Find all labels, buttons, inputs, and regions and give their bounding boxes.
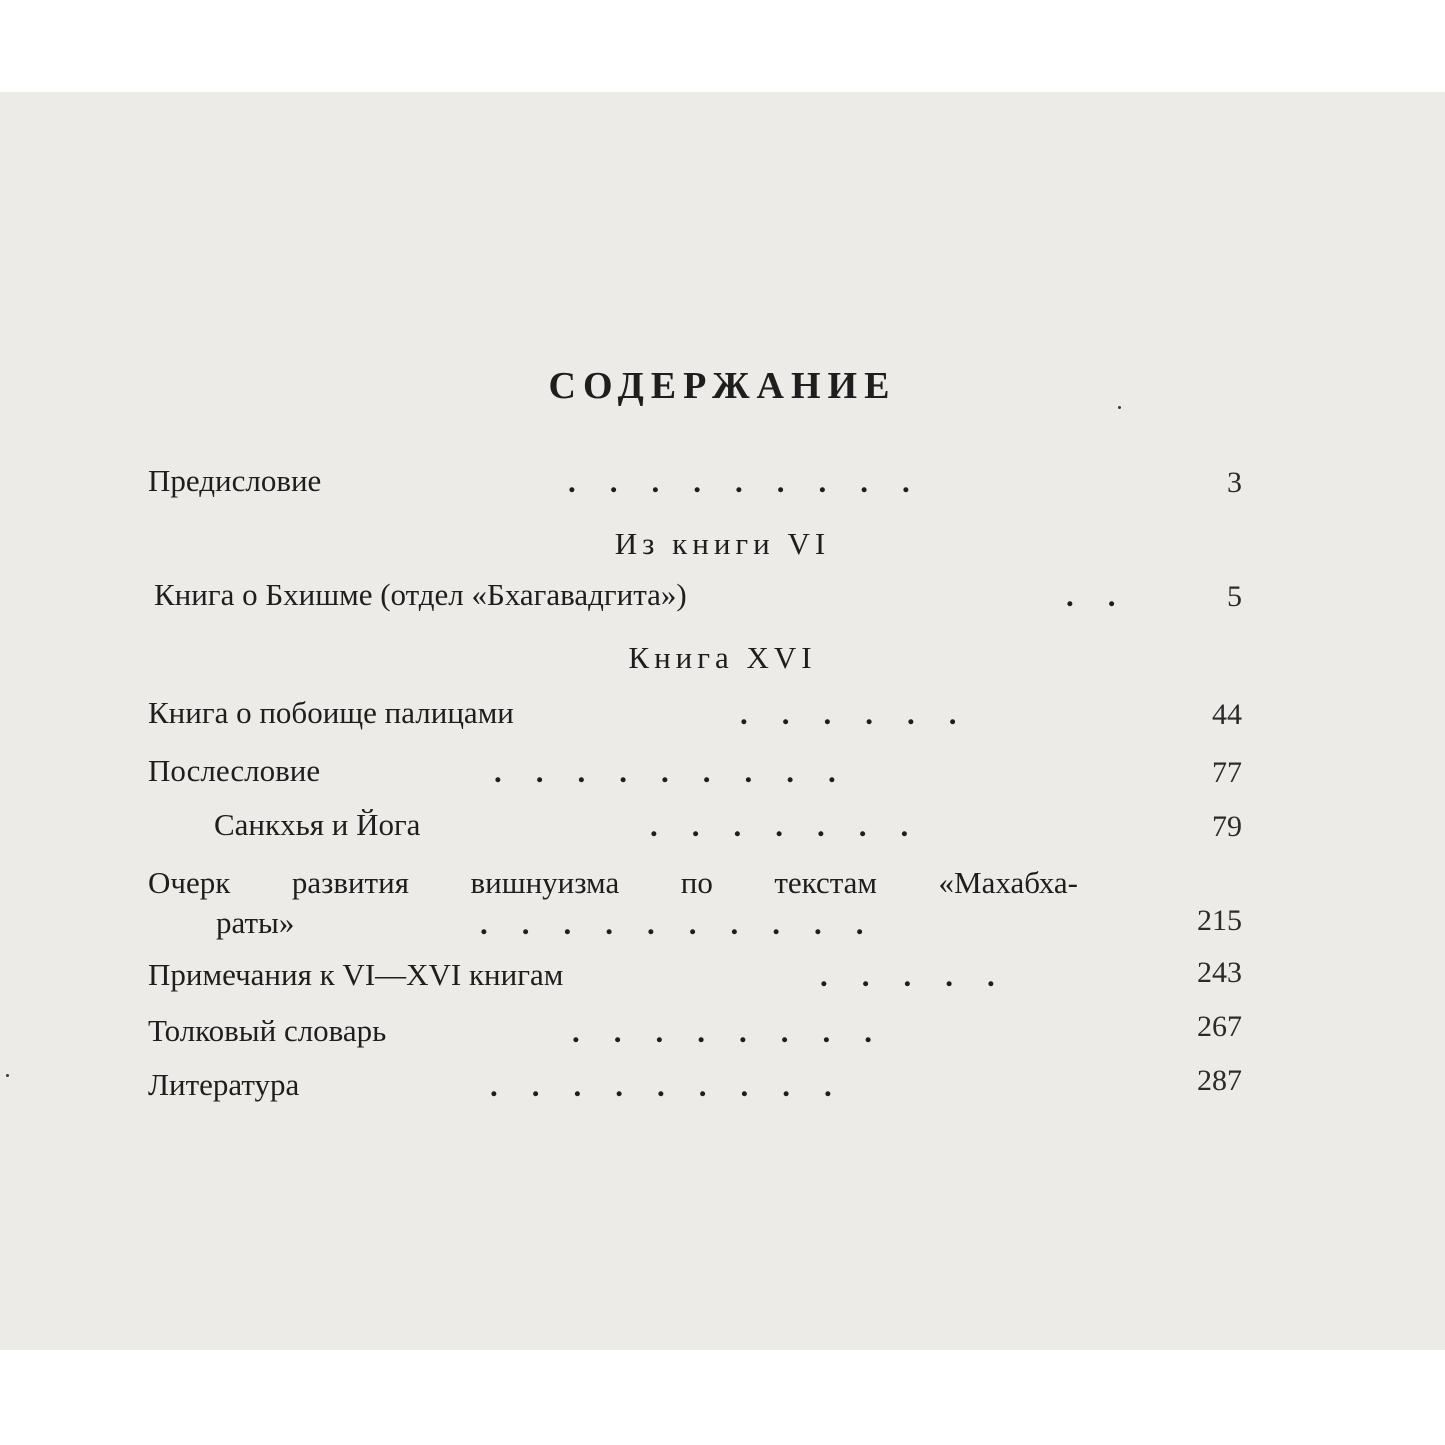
toc-entry-sankhya-yoga: Санкхья и Йога	[214, 807, 421, 842]
page-number: 215	[1197, 904, 1242, 937]
page-number: 77	[1212, 756, 1242, 789]
page-number: 243	[1197, 956, 1242, 989]
leader-dots: .....	[820, 958, 1029, 993]
toc-entry-afterword: Послесловие	[148, 753, 321, 788]
page-number: 267	[1197, 1010, 1242, 1043]
toc-entry-vishnuism-line-1: Очерк развития вишнуизма по текстам «Махабха-	[148, 865, 1078, 900]
section-heading-book-6: Из книги VI	[614, 526, 831, 561]
book-page	[0, 92, 1445, 1350]
leader-dots: ........	[572, 1014, 906, 1049]
leader-dots: ..	[1066, 578, 1150, 613]
page-title: СОДЕРЖАНИЕ	[548, 365, 897, 407]
toc-entry-preface: Предисловие	[148, 463, 322, 498]
page-number: 5	[1227, 580, 1242, 613]
page-number: 79	[1212, 810, 1242, 843]
leader-dots: ......	[740, 696, 991, 731]
leader-dots: .........	[490, 1068, 866, 1103]
toc-entry-literature: Литература	[148, 1067, 300, 1102]
section-heading-book-16: Книга XVI	[628, 640, 817, 675]
toc-entry-glossary: Толковый словарь	[148, 1013, 387, 1048]
print-speck	[1118, 406, 1121, 409]
page-number: 287	[1197, 1064, 1242, 1097]
toc-entry-vishnuism-line-2: раты»	[216, 905, 295, 940]
page-number: 3	[1227, 466, 1242, 499]
page-number: 44	[1212, 698, 1242, 731]
toc-entry-bhishma: Книга о Бхишме (отдел «Бхагавадгита»)	[154, 577, 687, 612]
toc-entry-mace-battle: Книга о побоище палицами	[148, 695, 514, 730]
leader-dots: .........	[494, 754, 870, 789]
leader-dots: ..........	[480, 906, 898, 941]
leader-dots: .......	[650, 808, 943, 843]
toc-entry-notes: Примечания к VI—XVI книгам	[148, 957, 564, 992]
leader-dots: .........	[568, 464, 944, 499]
print-speck	[6, 1074, 9, 1077]
